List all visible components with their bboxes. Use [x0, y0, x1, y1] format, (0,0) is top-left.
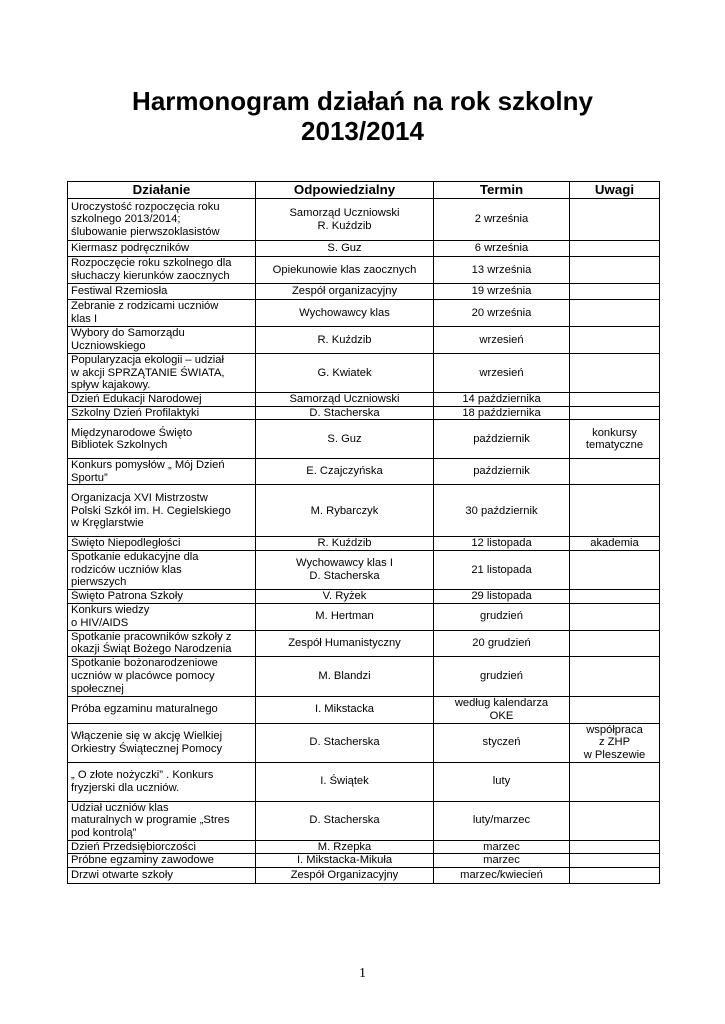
cell-activity: Drzwi otwarte szkoły — [68, 867, 256, 883]
cell-responsible: I. Mikstacka-Mikuła — [256, 854, 434, 868]
cell-term: wrzesień — [434, 327, 570, 354]
table-row — [68, 603, 660, 630]
header-term: Termin — [434, 182, 570, 199]
cell-term: grudzień — [434, 656, 570, 696]
cell-notes — [570, 241, 660, 257]
cell-responsible: D. Stacherska — [256, 723, 434, 762]
cell-responsible: D. Stacherska — [256, 406, 434, 420]
cell-activity: Święto Patrona Szkoły — [68, 589, 256, 603]
cell-notes — [570, 393, 660, 407]
cell-responsible: Samorząd Uczniowski — [256, 393, 434, 407]
cell-activity: Szkolny Dzień Profilaktyki — [68, 406, 256, 420]
table-row — [68, 589, 660, 603]
cell-activity: Święto Niepodległości — [68, 537, 256, 551]
header-activity: Działanie — [68, 182, 256, 199]
cell-notes — [570, 696, 660, 723]
cell-responsible: G. Kwiatek — [256, 354, 434, 393]
cell-notes: współpraca z ZHP w Pleszewie — [570, 723, 660, 762]
cell-term: 30 październik — [434, 485, 570, 537]
cell-term: październik — [434, 420, 570, 459]
cell-responsible: I. Świątek — [256, 762, 434, 801]
table-row — [68, 257, 660, 284]
cell-term: marzec — [434, 840, 570, 854]
table-row — [68, 656, 660, 696]
cell-activity: Spotkanie edukacyjne dla rodziców uczniów klas pierwszych — [68, 550, 256, 589]
cell-responsible: S. Guz — [256, 241, 434, 257]
cell-activity: Spotkanie bożonarodzeniowe uczniów w placówce pomocy społecznej — [68, 656, 256, 696]
cell-notes — [570, 550, 660, 589]
cell-notes — [570, 406, 660, 420]
cell-responsible: R. Kuździb — [256, 537, 434, 551]
cell-term: wrzesień — [434, 354, 570, 393]
cell-term: 18 października — [434, 406, 570, 420]
cell-notes — [570, 300, 660, 327]
table-row — [68, 300, 660, 327]
cell-responsible: E. Czajczyńska — [256, 459, 434, 485]
cell-term: 21 listopada — [434, 550, 570, 589]
cell-notes — [570, 284, 660, 300]
cell-term: 6 września — [434, 241, 570, 257]
cell-notes — [570, 840, 660, 854]
cell-term: 20 września — [434, 300, 570, 327]
cell-activity: Kiermasz podręczników — [68, 241, 256, 257]
cell-notes — [570, 485, 660, 537]
cell-term: 12 listopada — [434, 537, 570, 551]
table-header-row — [68, 182, 660, 199]
cell-responsible: R. Kuździb — [256, 327, 434, 354]
table-row — [68, 420, 660, 459]
cell-term: 14 października — [434, 393, 570, 407]
table-row — [68, 867, 660, 883]
table-row — [68, 406, 660, 420]
cell-notes — [570, 867, 660, 883]
table-row — [68, 241, 660, 257]
cell-notes — [570, 603, 660, 630]
cell-responsible: V. Ryżek — [256, 589, 434, 603]
page-title — [0, 86, 725, 146]
cell-activity: Organizacja XVI Mistrzostw Polski Szkół im. H. Cegielskiego w Kręglarstwie — [68, 485, 256, 537]
table-row — [68, 630, 660, 656]
cell-activity: Dzień Przedsiębiorczości — [68, 840, 256, 854]
cell-responsible: Zespół Organizacyjny — [256, 867, 434, 883]
cell-notes — [570, 327, 660, 354]
cell-notes — [570, 762, 660, 801]
cell-activity: Popularyzacja ekologii – udział w akcji SPRZĄTANIE ŚWIATA, spływ kajakowy. — [68, 354, 256, 393]
cell-activity: Spotkanie pracowników szkoły z okazji Świąt Bożego Narodzenia — [68, 630, 256, 656]
cell-responsible: I. Mikstacka — [256, 696, 434, 723]
title-line-2: 2013/2014 — [301, 116, 424, 146]
table-row — [68, 801, 660, 840]
cell-term: 20 grudzień — [434, 630, 570, 656]
table-row — [68, 840, 660, 854]
cell-activity: Zebranie z rodzicami uczniów klas I — [68, 300, 256, 327]
cell-term: grudzień — [434, 603, 570, 630]
cell-notes — [570, 656, 660, 696]
schedule-table — [67, 181, 660, 884]
cell-activity: Uroczystość rozpoczęcia roku szkolnego 2013/2014; ślubowanie pierwszoklasistów — [68, 199, 256, 241]
cell-term: 19 września — [434, 284, 570, 300]
cell-notes — [570, 630, 660, 656]
cell-responsible: M. Rybarczyk — [256, 485, 434, 537]
cell-responsible: S. Guz — [256, 420, 434, 459]
cell-responsible: M. Rzepka — [256, 840, 434, 854]
table-row — [68, 199, 660, 241]
cell-activity: „ O złote nożyczki” . Konkurs fryzjerski dla uczniów. — [68, 762, 256, 801]
cell-activity: Konkurs pomysłów „ Mój Dzień Sportu” — [68, 459, 256, 485]
table-row — [68, 284, 660, 300]
cell-notes — [570, 589, 660, 603]
cell-term: marzec/kwiecień — [434, 867, 570, 883]
cell-activity: Udział uczniów klas maturalnych w programie „Stres pod kontrolą” — [68, 801, 256, 840]
cell-activity: Festiwal Rzemiosła — [68, 284, 256, 300]
cell-term: luty — [434, 762, 570, 801]
cell-responsible: Zespół Humanistyczny — [256, 630, 434, 656]
title-line-1: Harmonogram działań na rok szkolny — [132, 86, 593, 116]
header-responsible: Odpowiedzialny — [256, 182, 434, 199]
cell-notes — [570, 354, 660, 393]
table-row — [68, 327, 660, 354]
cell-responsible: M. Blandzi — [256, 656, 434, 696]
cell-notes — [570, 854, 660, 868]
cell-notes — [570, 199, 660, 241]
cell-activity: Rozpoczęcie roku szkolnego dla słuchaczy kierunków zaocznych — [68, 257, 256, 284]
cell-notes: akademia — [570, 537, 660, 551]
cell-activity: Międzynarodowe Święto Bibliotek Szkolnych — [68, 420, 256, 459]
cell-notes — [570, 801, 660, 840]
cell-responsible: Zespół organizacyjny — [256, 284, 434, 300]
table-row — [68, 537, 660, 551]
table-row — [68, 762, 660, 801]
cell-notes — [570, 459, 660, 485]
cell-term: styczeń — [434, 723, 570, 762]
cell-term: 13 września — [434, 257, 570, 284]
cell-activity: Wybory do Samorządu Uczniowskiego — [68, 327, 256, 354]
cell-term: według kalendarza OKE — [434, 696, 570, 723]
cell-term: marzec — [434, 854, 570, 868]
table-row — [68, 354, 660, 393]
cell-term: luty/marzec — [434, 801, 570, 840]
table-row — [68, 550, 660, 589]
cell-responsible: Opiekunowie klas zaocznych — [256, 257, 434, 284]
cell-term: 29 listopada — [434, 589, 570, 603]
cell-activity: Konkurs wiedzy o HIV/AIDS — [68, 603, 256, 630]
cell-term: październik — [434, 459, 570, 485]
table-row — [68, 723, 660, 762]
table-row — [68, 393, 660, 407]
table-row — [68, 696, 660, 723]
cell-notes: konkursy tematyczne — [570, 420, 660, 459]
page-number: 1 — [359, 966, 366, 981]
cell-notes — [570, 257, 660, 284]
header-notes: Uwagi — [570, 182, 660, 199]
cell-term: 2 września — [434, 199, 570, 241]
cell-responsible: Samorząd Uczniowski R. Kuździb — [256, 199, 434, 241]
cell-responsible: Wychowawcy klas — [256, 300, 434, 327]
cell-responsible: Wychowawcy klas I D. Stacherska — [256, 550, 434, 589]
cell-responsible: D. Stacherska — [256, 801, 434, 840]
table-row — [68, 485, 660, 537]
cell-activity: Włączenie się w akcję Wielkiej Orkiestry Świątecznej Pomocy — [68, 723, 256, 762]
cell-activity: Próbne egzaminy zawodowe — [68, 854, 256, 868]
cell-responsible: M. Hertman — [256, 603, 434, 630]
table-row — [68, 854, 660, 868]
table-row — [68, 459, 660, 485]
cell-activity: Dzień Edukacji Narodowej — [68, 393, 256, 407]
cell-activity: Próba egzaminu maturalnego — [68, 696, 256, 723]
